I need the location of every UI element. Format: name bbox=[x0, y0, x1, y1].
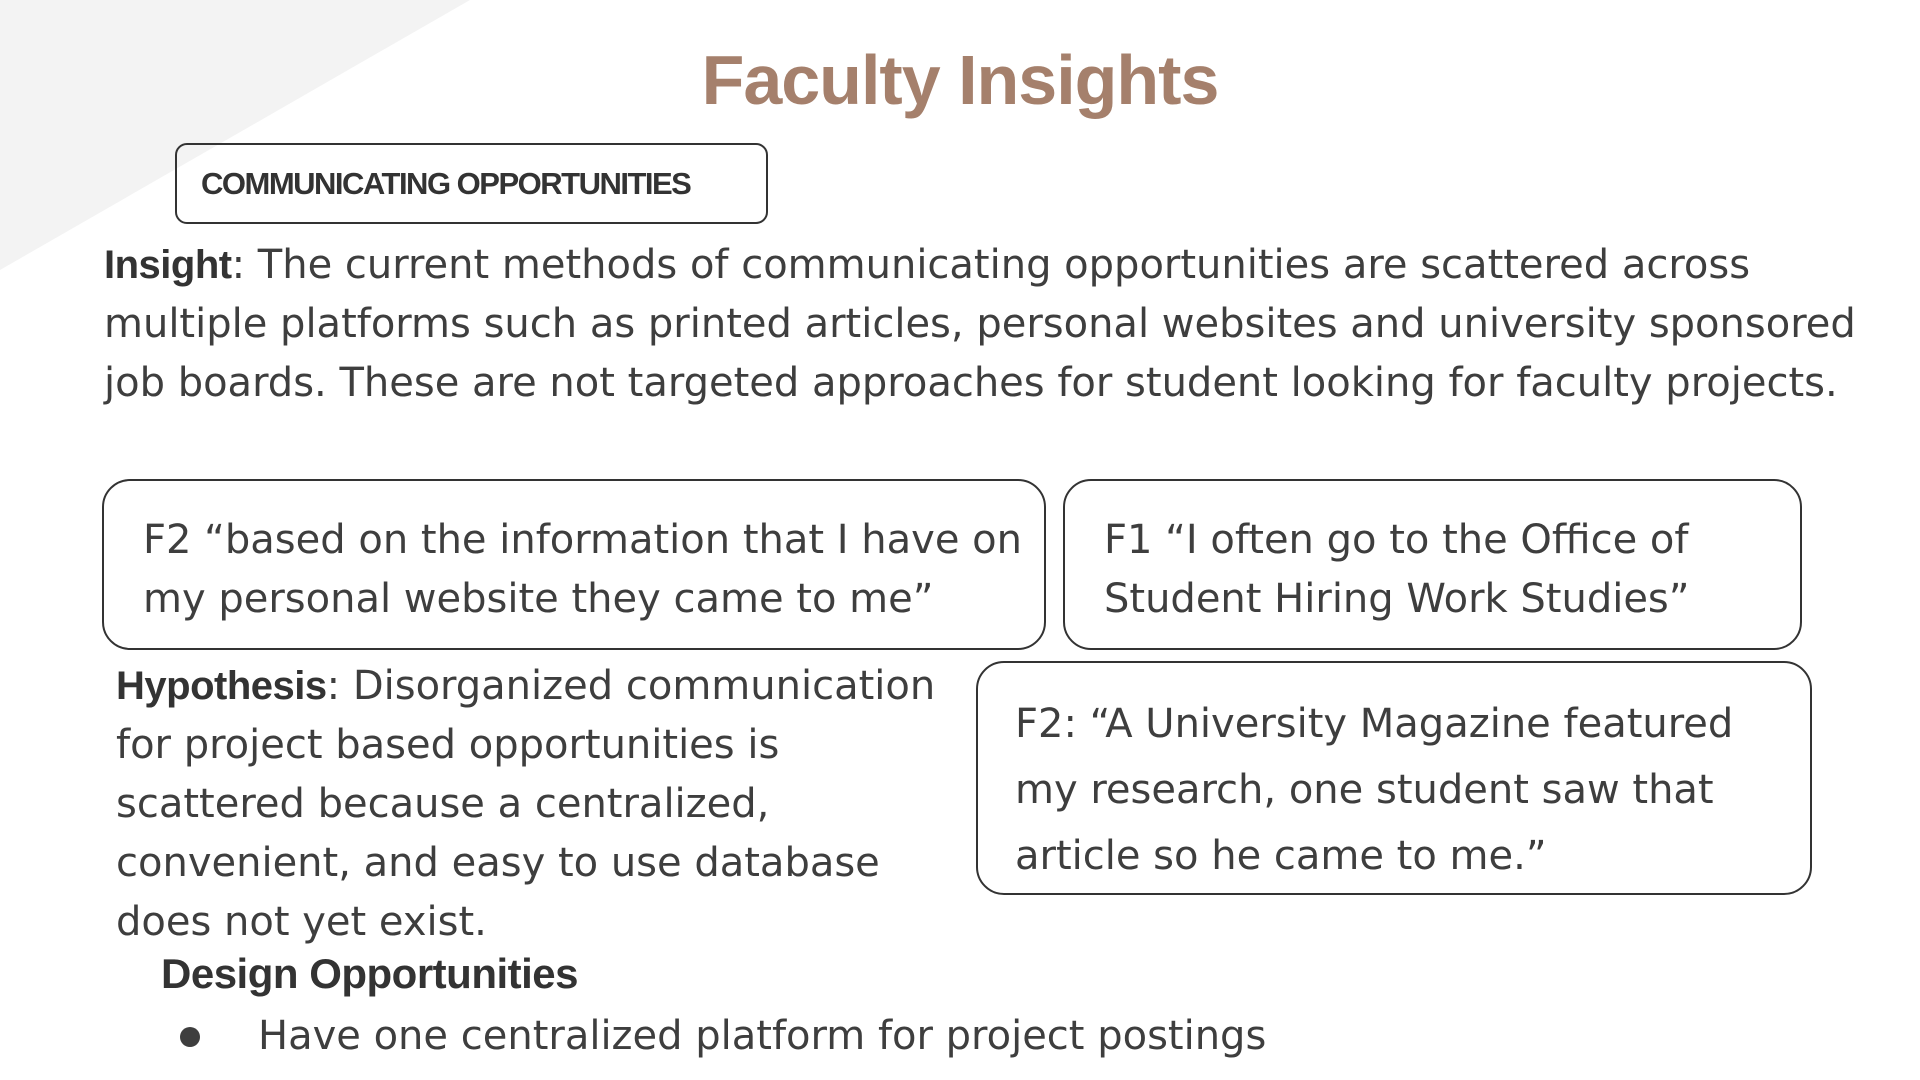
insight-separator: : bbox=[231, 242, 258, 288]
hypothesis-text: Disorganized communication for project based opportunities is scattered because a centralized, convenient, and easy to use database does not yet exist. bbox=[116, 663, 936, 945]
design-opportunities-list bbox=[180, 1007, 1266, 1066]
design-opportunities-heading: Design Opportunities bbox=[161, 950, 579, 997]
insight-text: The current methods of communicating opportunities are scattered across multiple platforms such as printed articles, personal websites and university sponsored job boards. These are not targeted approaches for student looking for faculty projects. bbox=[104, 242, 1856, 406]
quote-text: F2 “based on the information that I have on my personal website they came to me” bbox=[143, 517, 1022, 622]
design-opportunity-text: Have one centralized platform for project postings bbox=[258, 1013, 1267, 1059]
hypothesis-separator: : bbox=[326, 663, 353, 709]
bullet-icon bbox=[180, 1027, 200, 1047]
hypothesis-label: Hypothesis bbox=[116, 664, 327, 708]
topic-tag-box bbox=[175, 143, 768, 224]
list-item bbox=[180, 1007, 1266, 1066]
slide-title: Faculty Insights bbox=[701, 41, 1219, 119]
quote-box-university-magazine bbox=[976, 661, 1812, 895]
insight-paragraph bbox=[104, 236, 1894, 413]
quote-box-office-of-student-hiring bbox=[1063, 479, 1802, 650]
quote-text: F1 “I often go to the Office of Student Hiring Work Studies” bbox=[1104, 517, 1690, 622]
topic-tag-label: COMMUNICATING OPPORTUNITIES bbox=[201, 165, 691, 201]
insight-label: Insight bbox=[104, 243, 232, 287]
quote-box-personal-website bbox=[102, 479, 1046, 650]
hypothesis-paragraph bbox=[116, 657, 966, 952]
quote-text: F2: “A University Magazine featured my research, one student saw that article so he came to me.” bbox=[1015, 701, 1734, 879]
